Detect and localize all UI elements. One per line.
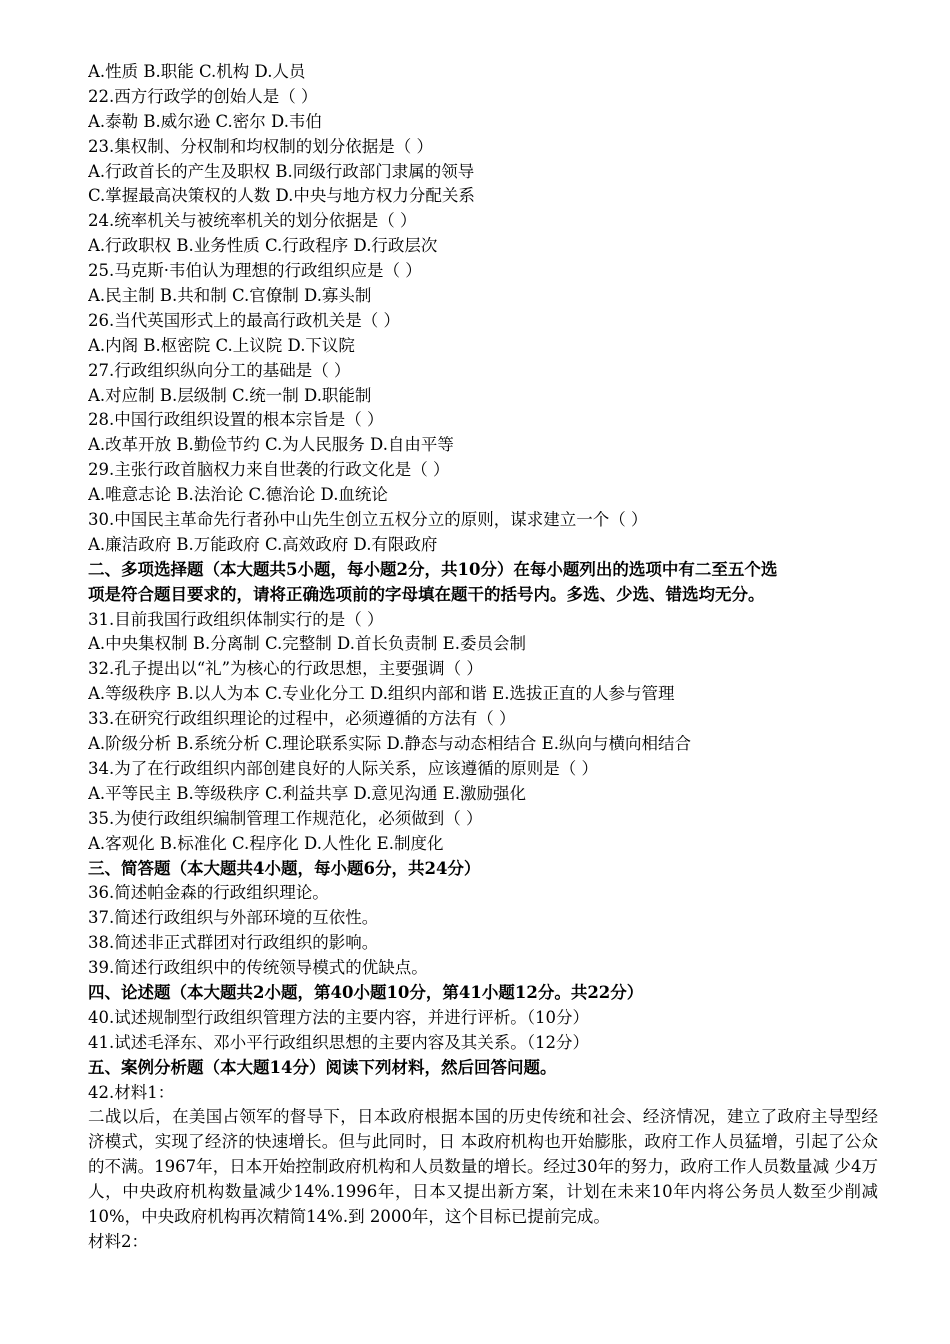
question-line: 22.西方行政学的创始人是（ ）: [88, 86, 318, 106]
question-line: 29.主张行政首脑权力来自世袭的行政文化是（ ）: [88, 460, 450, 480]
question-line: 37.简述行政组织与外部环境的互依性。: [88, 908, 379, 928]
question-line: A.性质 B.职能 C.机构 D.人员: [88, 62, 306, 81]
section-heading-line: 五、案例分析题（本大题14分）阅读下列材料，然后回答问题。: [88, 1057, 557, 1077]
question-line: A.民主制 B.共和制 C.官僚制 D.寡头制: [88, 286, 372, 306]
question-line: A.客观化 B.标准化 C.程序化 D.人性化 E.制度化: [88, 833, 444, 853]
question-line: A.对应制 B.层级制 C.统一制 D.职能制: [88, 385, 372, 405]
question-line: 28.中国行政组织设置的根本宗旨是（ ）: [88, 410, 384, 430]
question-line: 31.目前我国行政组织体制实行的是（ ）: [88, 609, 384, 629]
question-line: 42.材料1：: [88, 1082, 175, 1102]
question-line: A.平等民主 B.等级秩序 C.利益共享 D.意见沟通 E.激励强化: [88, 783, 526, 803]
question-line: A.改革开放 B.勤俭节约 C.为人民服务 D.自由平等: [88, 435, 454, 455]
question-line: A.阶级分析 B.系统分析 C.理论联系实际 D.静态与动态相结合 E.纵向与横向相结合: [88, 734, 691, 754]
question-line: A.中央集权制 B.分离制 C.完整制 D.首长负责制 E.委员会制: [88, 634, 526, 654]
section-heading-line: 四、论述题（本大题共2小题，第40小题10分，第41小题12分。共22分）: [88, 982, 644, 1002]
question-line: A.廉洁政府 B.万能政府 C.高效政府 D.有限政府: [88, 534, 438, 554]
question-line: A.等级秩序 B.以人为本 C.专业化分工 D.组织内部和谐 E.选拔正直的人参与管理: [88, 684, 675, 704]
question-line: 33.在研究行政组织理论的过程中，必须遵循的方法有（ ）: [88, 709, 516, 729]
question-line: 32.孔子提出以“礼”为核心的行政思想，主要强调（ ）: [88, 659, 483, 679]
case-material-2-label: 材料2：: [88, 1231, 148, 1251]
question-line: A.泰勒 B.威尔逊 C.密尔 D.韦伯: [88, 111, 322, 131]
question-line: A.行政首长的产生及职权 B.同级行政部门隶属的领导: [88, 161, 475, 181]
question-line: 34.为了在行政组织内部创建良好的人际关系，应该遵循的原则是（ ）: [88, 758, 598, 778]
case-material-1-paragraph: 二战以后，在美国占领军的督导下，日本政府根据本国的历史传统和社会、经济情况，建立了政府主导型经济模式，实现了经济的快速增长。但与此同时，日 本政府机构也开始膨胀，政府工作人员猛增，引起了公众的不满。1967年，日本开始控制政府机构和人员数量的增长。经过30年的努力，政府工作人员数量减 少4万人，中央政府机构数量减少14%.1996年，日本又提出新方案，计划在未来10年内将公务员人数至少削减10%，中央政府机构再次精简14%.到 2000年，这个目标已提前完成。: [88, 1107, 878, 1227]
section-heading-line: 三、简答题（本大题共4小题，每小题6分，共24分）: [88, 858, 481, 878]
question-line: 39.简述行政组织中的传统领导模式的优缺点。: [88, 958, 428, 978]
question-lines: [88, 60, 878, 1105]
exam-page: [88, 60, 878, 1255]
question-line: 41.试述毛泽东、邓小平行政组织思想的主要内容及其关系。（12分）: [88, 1032, 589, 1052]
section-heading-line: 二、多项选择题（本大题共5小题，每小题2分，共10分）在每小题列出的选项中有二至五个选: [88, 559, 778, 579]
question-line: 25.马克斯·韦伯认为理想的行政组织应是（ ）: [88, 261, 422, 281]
question-line: 26.当代英国形式上的最高行政机关是（ ）: [88, 310, 400, 330]
question-line: 35.为使行政组织编制管理工作规范化，必须做到（ ）: [88, 808, 483, 828]
question-line: 23.集权制、分权制和均权制的划分依据是（ ）: [88, 136, 433, 156]
question-line: 27.行政组织纵向分工的基础是（ ）: [88, 360, 351, 380]
question-line: A.行政职权 B.业务性质 C.行政程序 D.行政层次: [88, 236, 438, 256]
question-line: 40.试述规制型行政组织管理方法的主要内容，并进行评析。（10分）: [88, 1007, 589, 1027]
question-line: 30.中国民主革命先行者孙中山先生创立五权分立的原则，谋求建立一个（ ）: [88, 510, 648, 530]
question-line: A.内阁 B.枢密院 C.上议院 D.下议院: [88, 335, 355, 355]
question-line: 36.简述帕金森的行政组织理论。: [88, 883, 329, 903]
section-heading-line: 项是符合题目要求的，请将正确选项前的字母填在题干的括号内。多选、少选、错选均无分。: [88, 584, 765, 604]
question-line: C.掌握最高决策权的人数 D.中央与地方权力分配关系: [88, 186, 475, 206]
question-line: 24.统率机关与被统率机关的划分依据是（ ）: [88, 211, 417, 231]
question-line: A.唯意志论 B.法治论 C.德治论 D.血统论: [88, 485, 388, 505]
question-line: 38.简述非正式群团对行政组织的影响。: [88, 933, 379, 953]
